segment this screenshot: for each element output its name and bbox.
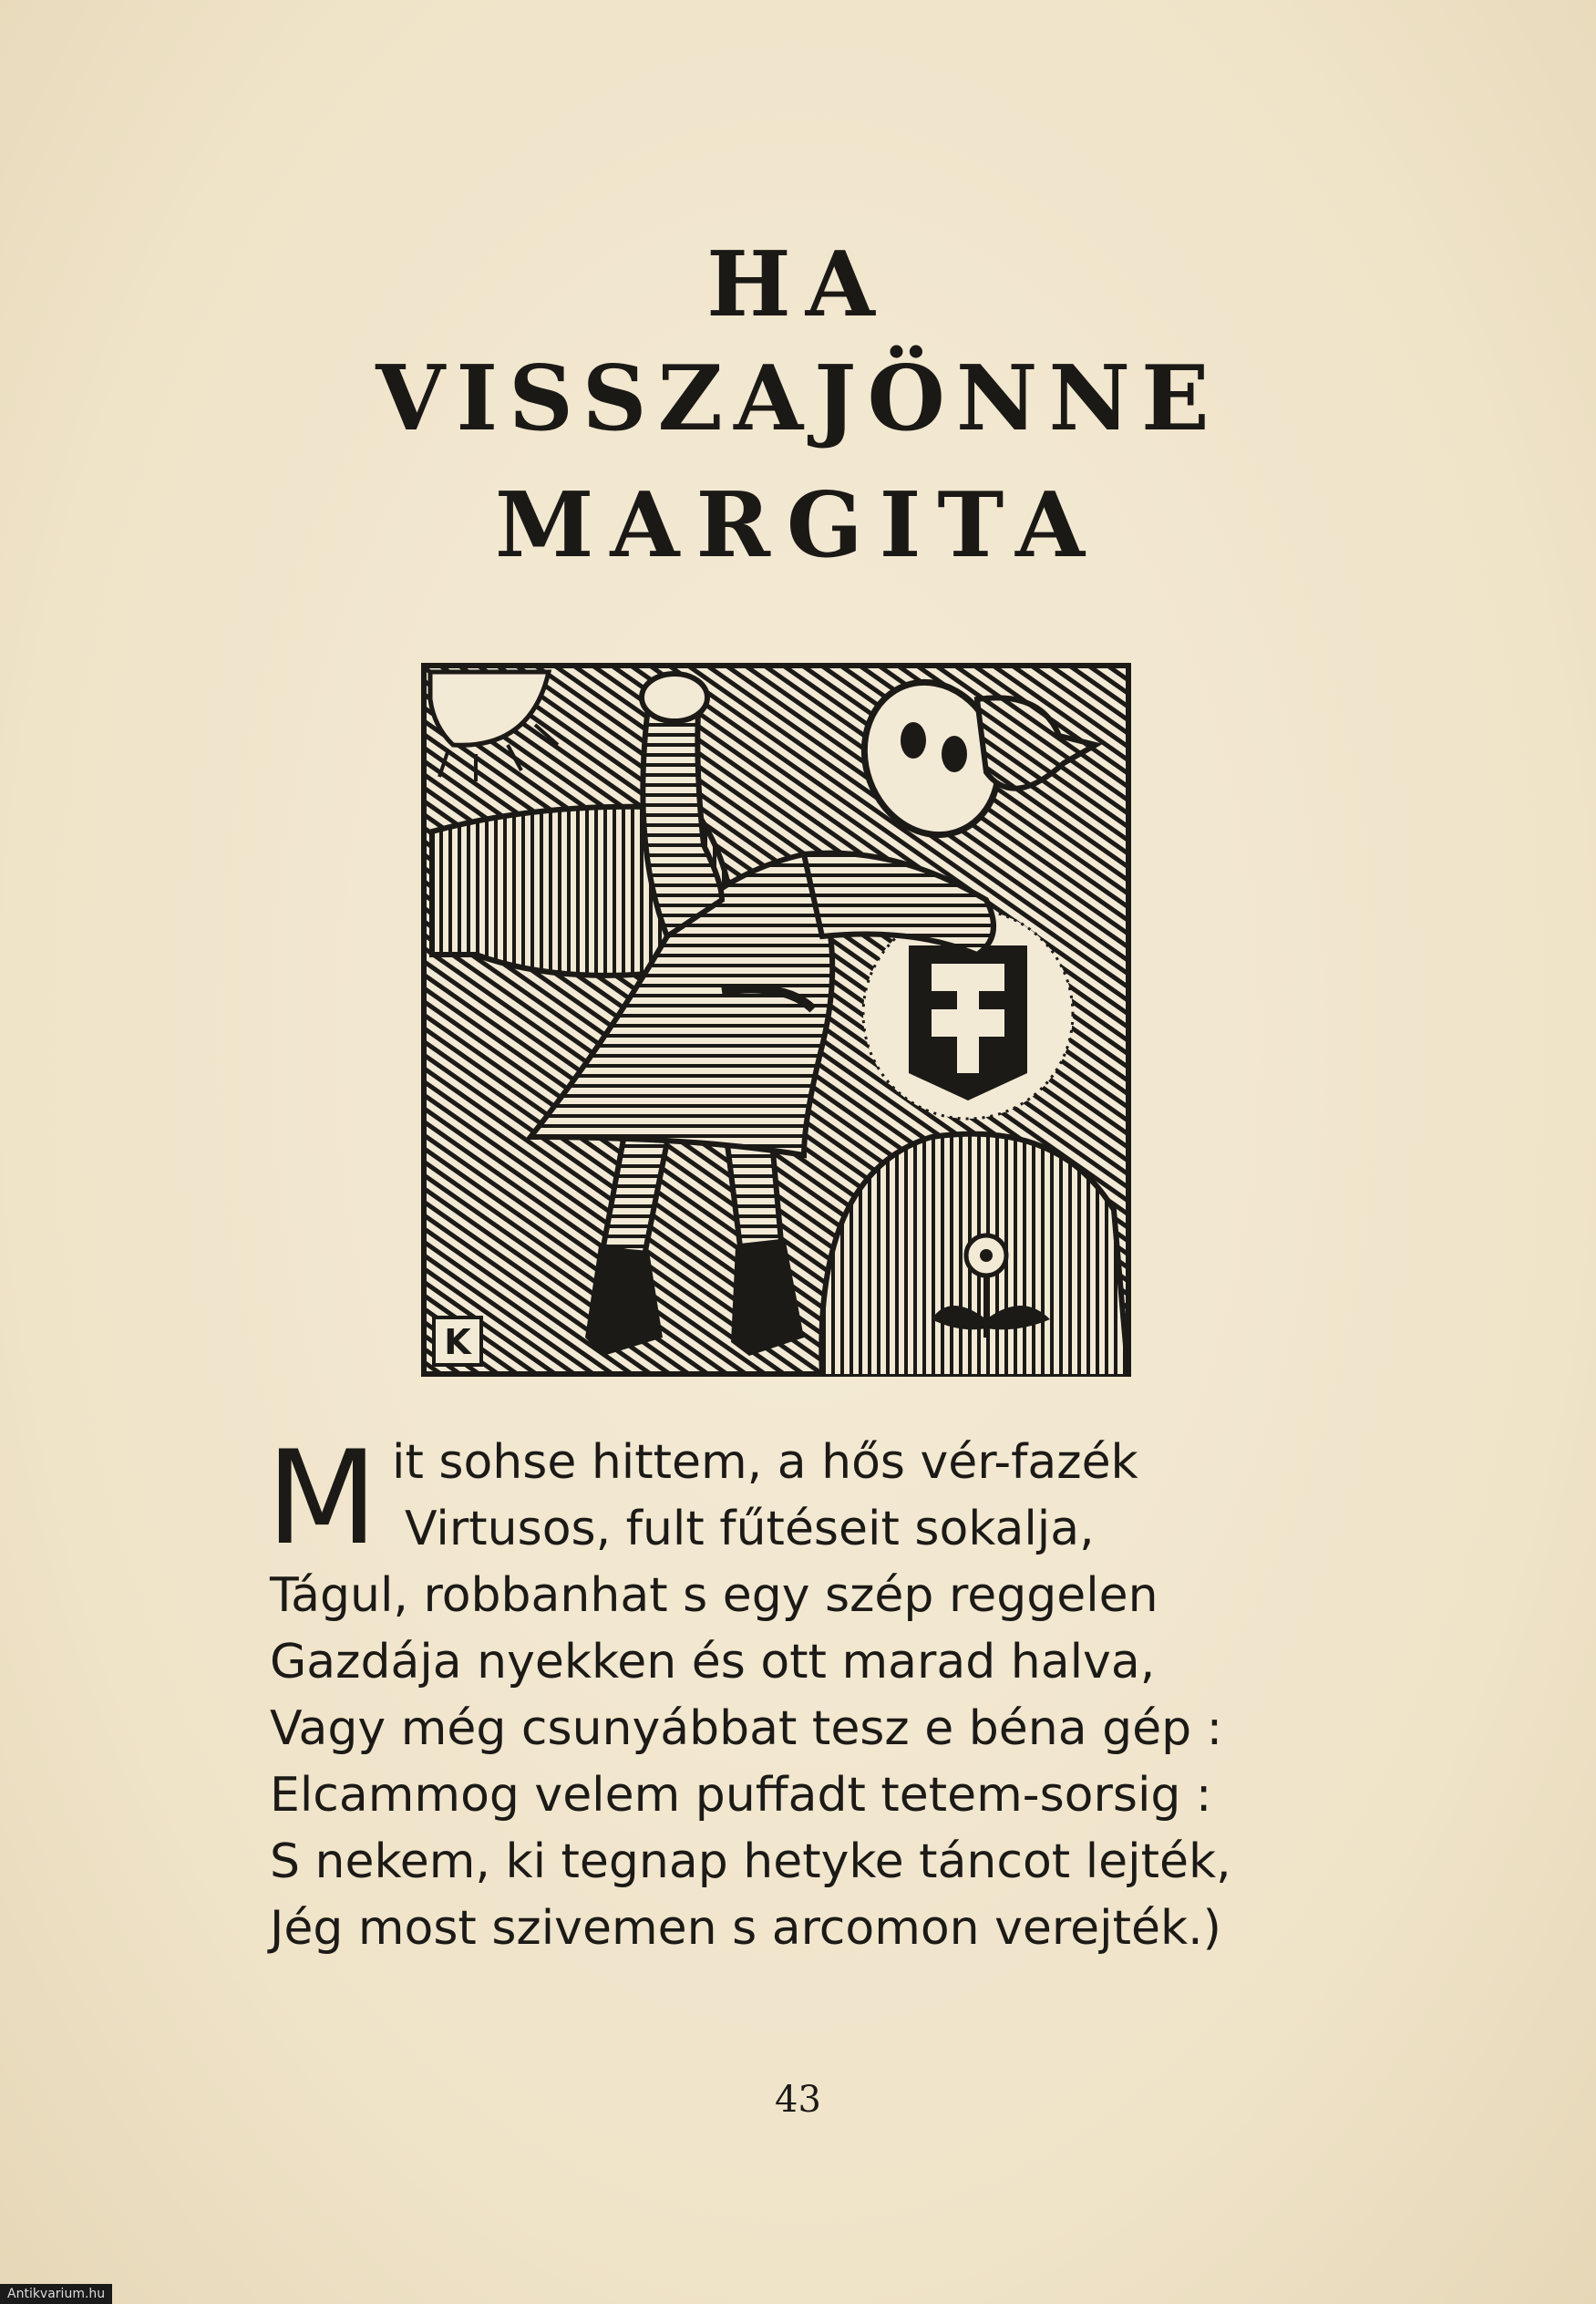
poem-line-2: Virtusos, fult fűtéseit sokalja, <box>405 1502 1095 1556</box>
woodcut-illustration <box>421 663 1131 1377</box>
title-line-3: MARGITA <box>494 473 1102 578</box>
title-line-1: HA <box>706 232 890 337</box>
page-number: 43 <box>775 2079 821 2121</box>
watermark: Antikvarium.hu <box>0 2284 112 2304</box>
poem-line-1: it sohse hittem, a hős vér-fazék <box>392 1435 1138 1490</box>
poem-line-5: Vagy még csunyábbat tesz e béna gép : <box>270 1701 1223 1756</box>
poem-line-8: Jég most szivemen s arcomon verejték.) <box>270 1901 1221 1956</box>
poem-line-6: Elcammog velem puffadt tetem-sorsig : <box>270 1768 1212 1823</box>
poem <box>266 1423 1300 1962</box>
artist-signature: K <box>444 1322 471 1362</box>
poem-line-3: Tágul, robbanhat s egy szép reggelen <box>270 1568 1158 1623</box>
title-line-2: VISSZAJÖNNE <box>376 346 1220 451</box>
drop-cap: M <box>266 1423 378 1574</box>
poem-line-7: S nekem, ki tegnap hetyke táncot lejték, <box>270 1834 1231 1889</box>
poem-line-4: Gazdája nyekken és ott marad halva, <box>270 1635 1156 1689</box>
